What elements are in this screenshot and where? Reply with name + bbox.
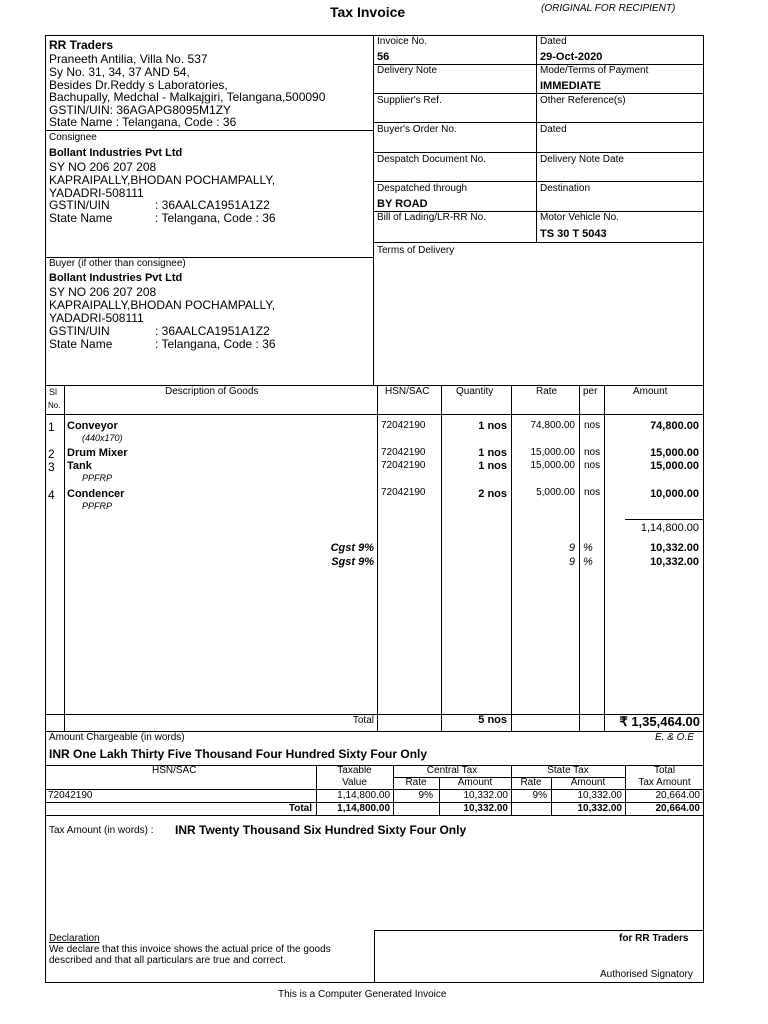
col-no: No. bbox=[48, 401, 61, 410]
invoice-date: 29-Oct-2020 bbox=[540, 51, 603, 63]
item-per: nos bbox=[584, 420, 601, 431]
consignee-gstin-label: GSTIN/UIN bbox=[49, 198, 110, 212]
payment-terms: IMMEDIATE bbox=[540, 80, 601, 92]
consignee-state-label: State Name bbox=[49, 211, 113, 225]
dated-label: Dated bbox=[540, 36, 567, 47]
ts-row-c-rate: 9% bbox=[418, 790, 433, 801]
col-rate: Rate bbox=[536, 386, 558, 397]
ts-row-taxable: 1,14,800.00 bbox=[337, 790, 390, 801]
seller-line: Praneeth Antilia, Villa No. 537 bbox=[49, 52, 208, 66]
consignee-gstin: : 36AALCA1951A1Z2 bbox=[155, 198, 270, 212]
item-name: Conveyor bbox=[67, 420, 118, 432]
buyer-label: Buyer (if other than consignee) bbox=[49, 258, 186, 269]
ts-s-rate: Rate bbox=[520, 777, 542, 788]
seller-gstin: GSTIN/UIN: 36AGAPG8095M1ZY bbox=[49, 103, 232, 117]
ts-total-total: 20,664.00 bbox=[655, 803, 700, 814]
buyer-line: KAPRAIPALLY,BHODAN POCHAMPALLY, bbox=[49, 298, 276, 312]
buyer-line: SY NO 206 207 208 bbox=[49, 285, 157, 299]
item-per: nos bbox=[584, 447, 601, 458]
amount-words-label: Amount Chargeable (in words) bbox=[49, 732, 185, 743]
ts-hsn: HSN/SAC bbox=[152, 765, 197, 776]
tax-per: % bbox=[583, 542, 593, 554]
tax-name: Cgst 9% bbox=[330, 542, 374, 554]
item-qty: 1 nos bbox=[478, 420, 507, 432]
item-sl: 2 bbox=[48, 447, 55, 461]
item-sub: (440x170) bbox=[82, 433, 123, 443]
motor-vehicle-label: Motor Vehicle No. bbox=[540, 212, 619, 223]
item-per: nos bbox=[584, 460, 601, 471]
item-rate: 15,000.00 bbox=[530, 460, 575, 471]
tax-per: % bbox=[583, 556, 593, 568]
item-sl: 1 bbox=[48, 420, 55, 434]
delivery-note-date-label: Delivery Note Date bbox=[540, 154, 624, 165]
seller-name: RR Traders bbox=[49, 38, 114, 52]
ts-s-amount: Amount bbox=[570, 777, 606, 788]
col-per: per bbox=[583, 386, 598, 397]
supplier-ref-label: Supplier's Ref. bbox=[377, 95, 442, 106]
ts-central: Central Tax bbox=[426, 765, 478, 776]
ts-total-c-amt: 10,332.00 bbox=[463, 803, 508, 814]
consignee-state: : Telangana, Code : 36 bbox=[155, 211, 276, 225]
delivery-note-label: Delivery Note bbox=[377, 65, 438, 76]
copy-label: (ORIGINAL FOR RECIPIENT) bbox=[541, 3, 676, 14]
seller-line: Bachupally, Medchal - Malkajgiri, Telangana,500090 bbox=[49, 90, 326, 104]
ts-total-2: Tax Amount bbox=[638, 777, 691, 788]
item-amount: 10,000.00 bbox=[650, 488, 699, 500]
item-qty: 1 nos bbox=[478, 447, 507, 459]
item-rate: 5,000.00 bbox=[536, 487, 575, 498]
subtotal: 1,14,800.00 bbox=[640, 522, 699, 534]
ts-c-rate: Rate bbox=[405, 777, 427, 788]
item-amount: 74,800.00 bbox=[650, 420, 699, 432]
col-hsn: HSN/SAC bbox=[385, 386, 430, 397]
total-label: Total bbox=[352, 715, 374, 726]
buyer-state-label: State Name bbox=[49, 337, 113, 351]
consignee-name: Bollant Industries Pvt Ltd bbox=[49, 147, 183, 159]
ts-row-hsn: 72042190 bbox=[48, 790, 93, 801]
ts-c-amount: Amount bbox=[457, 777, 493, 788]
tax-in-words: INR Twenty Thousand Six Hundred Sixty Four Only bbox=[175, 823, 467, 837]
item-hsn: 72042190 bbox=[381, 460, 426, 471]
consignee-line: SY NO 206 207 208 bbox=[49, 160, 157, 174]
despatched-through-label: Despatched through bbox=[377, 183, 468, 194]
ts-total-1: Total bbox=[653, 765, 676, 776]
destination-label: Destination bbox=[540, 183, 591, 194]
signature-company: for RR Traders bbox=[619, 933, 689, 944]
motor-vehicle: TS 30 T 5043 bbox=[540, 228, 607, 240]
consignee-line: KAPRAIPALLY,BHODAN POCHAMPALLY, bbox=[49, 173, 276, 187]
col-amount: Amount bbox=[633, 386, 668, 397]
item-sl: 4 bbox=[48, 488, 55, 502]
tax-amount: 10,332.00 bbox=[650, 542, 699, 554]
item-rate: 74,800.00 bbox=[530, 420, 575, 431]
grand-total: ₹ 1,35,464.00 bbox=[619, 714, 700, 729]
buyer-order-label: Buyer's Order No. bbox=[377, 124, 457, 135]
amount-in-words: INR One Lakh Thirty Five Thousand Four Hundred Sixty Four Only bbox=[49, 747, 428, 761]
declaration-line: described and that all particulars are true and correct. bbox=[49, 955, 286, 966]
eoe-label: E. & O.E bbox=[655, 732, 694, 743]
item-name: Condencer bbox=[67, 488, 125, 500]
tax-words-label: Tax Amount (in words) : bbox=[49, 825, 154, 836]
bill-of-lading-label: Bill of Lading/LR-RR No. bbox=[377, 212, 486, 223]
page-title: Tax Invoice bbox=[330, 4, 406, 20]
col-sl: Sl bbox=[49, 387, 58, 397]
ts-row-total: 20,664.00 bbox=[655, 790, 700, 801]
ts-row-c-amt: 10,332.00 bbox=[463, 790, 508, 801]
col-quantity: Quantity bbox=[456, 386, 494, 397]
consignee-label: Consignee bbox=[49, 132, 97, 143]
buyer-gstin-label: GSTIN/UIN bbox=[49, 324, 110, 338]
ts-row-s-amt: 10,332.00 bbox=[577, 790, 622, 801]
order-dated-label: Dated bbox=[540, 124, 567, 135]
item-qty: 1 nos bbox=[478, 460, 507, 472]
item-hsn: 72042190 bbox=[381, 447, 426, 458]
ts-state: State Tax bbox=[547, 765, 589, 776]
buyer-gstin: : 36AALCA1951A1Z2 bbox=[155, 324, 270, 338]
consignee-line: YADADRI-508111 bbox=[49, 186, 144, 200]
item-amount: 15,000.00 bbox=[650, 460, 699, 472]
col-description: Description of Goods bbox=[165, 386, 259, 397]
item-sub: PPFRP bbox=[82, 501, 113, 511]
item-rate: 15,000.00 bbox=[530, 447, 575, 458]
item-sub: PPFRP bbox=[82, 473, 113, 483]
tax-amount: 10,332.00 bbox=[650, 556, 699, 568]
ts-row-s-rate: 9% bbox=[532, 790, 547, 801]
ts-total-s-amt: 10,332.00 bbox=[577, 803, 622, 814]
item-amount: 15,000.00 bbox=[650, 447, 699, 459]
seller-state: State Name : Telangana, Code : 36 bbox=[49, 115, 237, 129]
item-hsn: 72042190 bbox=[381, 420, 426, 431]
despatch-doc-label: Despatch Document No. bbox=[377, 154, 486, 165]
buyer-line: YADADRI-508111 bbox=[49, 311, 144, 325]
invoice-no: 56 bbox=[377, 51, 390, 63]
ts-taxable-2: Value bbox=[342, 777, 367, 788]
item-name: Drum Mixer bbox=[67, 447, 128, 459]
signature-label: Authorised Signatory bbox=[600, 969, 693, 980]
declaration-label: Declaration bbox=[49, 933, 100, 944]
item-per: nos bbox=[584, 487, 601, 498]
ts-taxable-1: Taxable bbox=[337, 765, 372, 776]
payment-terms-label: Mode/Terms of Payment bbox=[540, 65, 649, 76]
despatched-through: BY ROAD bbox=[377, 198, 428, 210]
footer-note: This is a Computer Generated Invoice bbox=[278, 989, 447, 1000]
item-hsn: 72042190 bbox=[381, 487, 426, 498]
other-ref-label: Other Reference(s) bbox=[540, 95, 626, 106]
tax-name: Sgst 9% bbox=[331, 556, 374, 568]
terms-of-delivery-label: Terms of Delivery bbox=[377, 245, 455, 256]
item-qty: 2 nos bbox=[478, 488, 507, 500]
item-sl: 3 bbox=[48, 460, 55, 474]
seller-line: Besides Dr.Reddy s Laboratories, bbox=[49, 78, 228, 92]
tax-rate: 9 bbox=[568, 556, 575, 568]
ts-total-label: Total bbox=[288, 803, 312, 814]
buyer-state: : Telangana, Code : 36 bbox=[155, 337, 276, 351]
seller-line: Sy No. 31, 34, 37 AND 54, bbox=[49, 65, 190, 79]
declaration-line: We declare that this invoice shows the actual price of the goods bbox=[49, 944, 331, 955]
invoice-no-label: Invoice No. bbox=[377, 36, 428, 47]
ts-total-taxable: 1,14,800.00 bbox=[337, 803, 390, 814]
tax-rate: 9 bbox=[568, 542, 575, 554]
total-qty: 5 nos bbox=[478, 714, 507, 726]
buyer-name: Bollant Industries Pvt Ltd bbox=[49, 272, 183, 284]
item-name: Tank bbox=[67, 460, 92, 472]
